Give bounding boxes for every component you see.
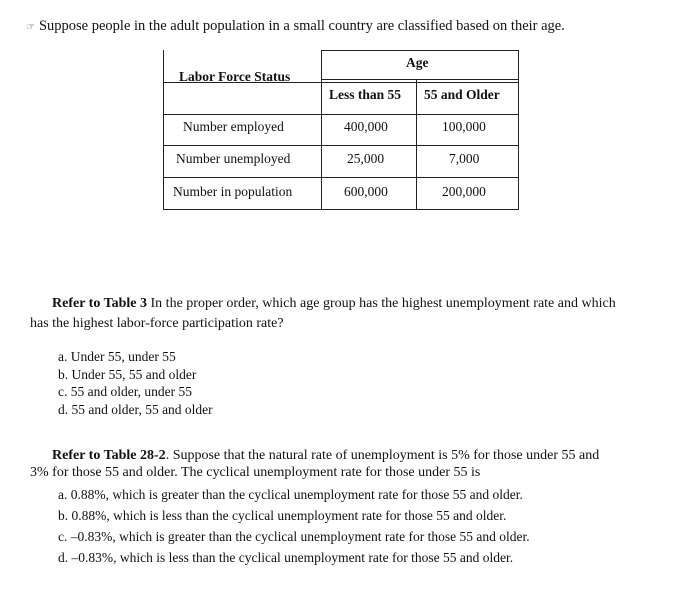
question-2-ref: Refer to Table 28-2 [52, 448, 166, 463]
question-2 [30, 447, 680, 481]
intro-sentence: Suppose people in the adult population in a small country are classified based on their age. [38, 18, 565, 34]
labor-status-header: Labor Force Status [179, 69, 291, 84]
question-1-text-cont: has the highest labor-force participation rate? [30, 316, 284, 331]
cell-population-55-older: 200,000 [442, 184, 486, 199]
question-2-text: . Suppose that the natural rate of unemployment is 5% for those under 55 and [165, 448, 600, 463]
cell-employed-55-older: 100,000 [442, 119, 486, 134]
q2-option-c[interactable]: c. –0.83%, which is greater than the cyclical unemployment rate for those 55 and older. [58, 529, 530, 544]
q1-option-d[interactable]: d. 55 and older, 55 and older [58, 401, 213, 417]
q2-option-d[interactable]: d. –0.83%, which is less than the cyclical unemployment rate for those 55 and older. [58, 550, 514, 565]
q1-option-c[interactable]: c. 55 and older, under 55 [58, 384, 193, 399]
row-label-population: Number in population [173, 184, 293, 199]
question-1-options [58, 348, 213, 418]
cell-population-under-55: 600,000 [344, 184, 388, 199]
col-header-under-55: Less than 55 [329, 87, 402, 102]
labor-force-table [163, 50, 519, 210]
cell-unemployed-55-older: 7,000 [449, 151, 480, 166]
row-label-unemployed: Number unemployed [176, 151, 291, 166]
row-label-employed: Number employed [183, 119, 284, 134]
col-header-55-older: 55 and Older [424, 87, 500, 102]
question-1 [30, 294, 670, 334]
question-1-ref: Refer to Table 3 [52, 296, 148, 311]
age-header: Age [406, 55, 429, 70]
q2-option-b[interactable]: b. 0.88%, which is less than the cyclical unemployment rate for those 55 and older. [58, 508, 507, 523]
question-1-text: In the proper order, which age group has the highest unemployment rate and which [147, 296, 616, 311]
q1-option-b[interactable]: b. Under 55, 55 and older [58, 366, 197, 382]
cell-unemployed-under-55: 25,000 [347, 151, 385, 166]
intro-text [26, 18, 565, 35]
q2-option-a[interactable]: a. 0.88%, which is greater than the cyclical unemployment rate for those 55 and older. [58, 487, 523, 502]
question-2-options [58, 484, 530, 568]
cell-employed-under-55: 400,000 [344, 119, 388, 134]
question-2-text-cont: 3% for those 55 and older. The cyclical unemployment rate for those under 55 is [30, 465, 481, 480]
hand-pointer-icon: ☞ [26, 22, 35, 33]
q1-option-a[interactable]: a. Under 55, under 55 [58, 349, 176, 364]
